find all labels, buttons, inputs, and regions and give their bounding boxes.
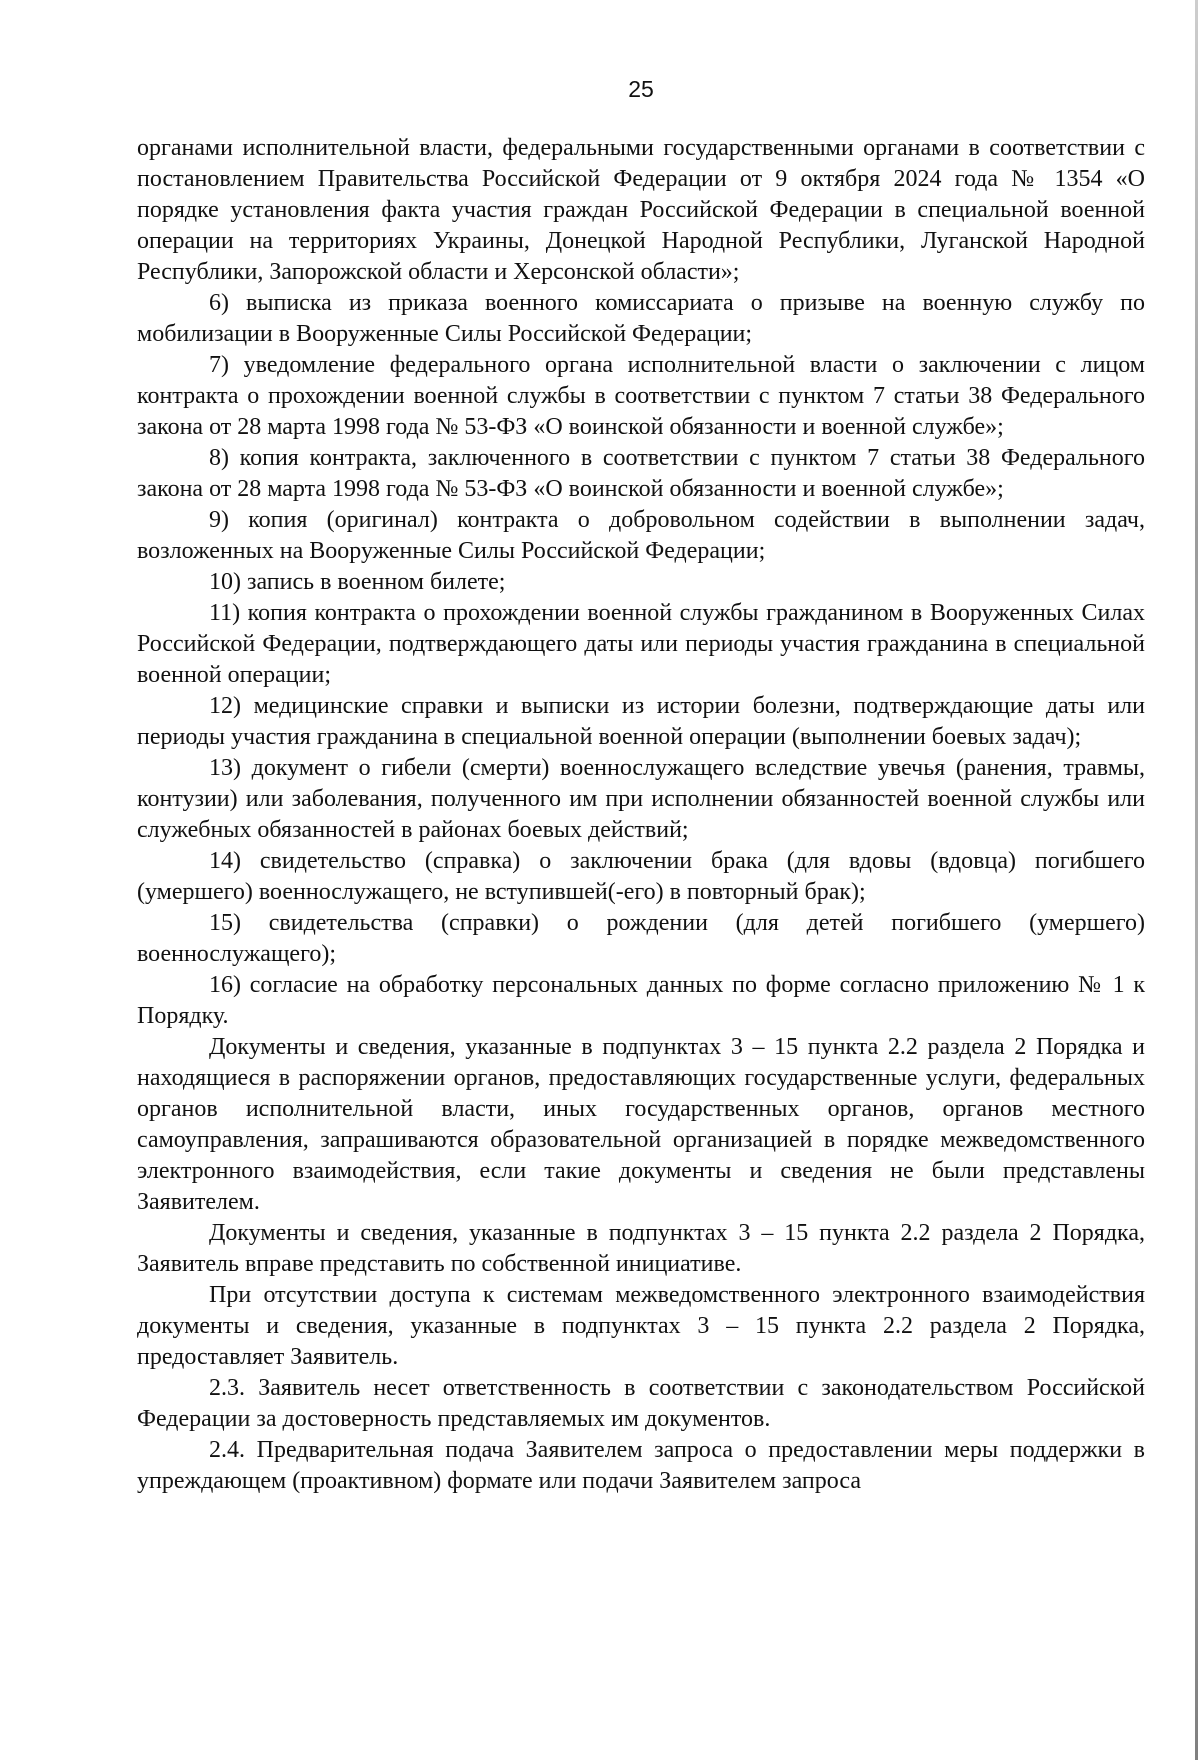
list-item-8: 8) копия контракта, заключенного в соответствии с пунктом 7 статьи 38 Федерального закона от 28 марта 1998 года № 53-ФЗ «О воинской обязанности и военной службе»; bbox=[137, 445, 1145, 502]
paragraph-interagency-requests: Документы и сведения, указанные в подпунктах 3 – 15 пункта 2.2 раздела 2 Порядка и находящиеся в распоряжении органов, предоставляющих государственные услуги, федеральных органов исполнительной власти, иных государственных органов, органов местного самоуправления, запрашиваются образовательной организацией в порядке межведомственного электронного взаимодействия, если такие документы и сведения не были представлены Заявителем. bbox=[137, 1034, 1145, 1215]
list-item-11: 11) копия контракта о прохождении военной службы гражданином в Вооруженных Силах Российской Федерации, подтверждающего даты или периоды участия гражданина в специальной военной операции; bbox=[137, 600, 1145, 688]
paragraph-no-access: При отсутствии доступа к системам межведомственного электронного взаимодействия документы и сведения, указанные в подпунктах 3 – 15 пункта 2.2 раздела 2 Порядка, предоставляет Заявитель. bbox=[137, 1282, 1145, 1370]
list-item-9: 9) копия (оригинал) контракта о добровольном содействии в выполнении задач, возложенных на Вооруженные Силы Российской Федерации; bbox=[137, 507, 1145, 564]
list-item-6: 6) выписка из приказа военного комиссариата о призыве на военную службу по мобилизации в Вооруженные Силы Российской Федерации; bbox=[137, 290, 1145, 347]
scan-edge-shadow bbox=[1195, 0, 1198, 1760]
list-item-15: 15) свидетельства (справки) о рождении (для детей погибшего (умершего) военнослужащего); bbox=[137, 910, 1145, 967]
section-2-3: 2.3. Заявитель несет ответственность в соответствии с законодательством Российской Федерации за достоверность представляемых им документов. bbox=[137, 1375, 1145, 1432]
list-item-12: 12) медицинские справки и выписки из истории болезни, подтверждающие даты или периоды участия гражданина в специальной военной операции (выполнении боевых задач); bbox=[137, 693, 1145, 750]
section-2-4: 2.4. Предварительная подача Заявителем запроса о предоставлении меры поддержки в упреждающем (проактивном) формате или подачи Заявителем запроса bbox=[137, 1437, 1145, 1494]
document-body bbox=[137, 133, 1145, 1497]
list-item-16: 16) согласие на обработку персональных данных по форме согласно приложению № 1 к Порядку. bbox=[137, 972, 1145, 1029]
list-item-13: 13) документ о гибели (смерти) военнослужащего вследствие увечья (ранения, травмы, контузии) или заболевания, полученного им при исполнении обязанностей военной службы или служебных обязанностей в районах боевых действий; bbox=[137, 755, 1145, 843]
paragraph-continuation: органами исполнительной власти, федеральными государственными органами в соответствии с постановлением Правительства Российской Федерации от 9 октября 2024 года № 1354 «О порядке установления факта участия граждан Российской Федерации в специальной военной операции на территориях Украины, Донецкой Народной Республики, Луганской Народной Республики, Запорожской области и Херсонской области»; bbox=[137, 135, 1145, 285]
list-item-7: 7) уведомление федерального органа исполнительной власти о заключении с лицом контракта о прохождении военной службы в соответствии с пунктом 7 статьи 38 Федерального закона от 28 марта 1998 года № 53-ФЗ «О воинской обязанности и военной службе»; bbox=[137, 352, 1145, 440]
paragraph-own-initiative: Документы и сведения, указанные в подпунктах 3 – 15 пункта 2.2 раздела 2 Порядка, Заявитель вправе представить по собственной инициативе. bbox=[137, 1220, 1145, 1277]
page-number: 25 bbox=[628, 76, 654, 102]
list-item-14: 14) свидетельство (справка) о заключении брака (для вдовы (вдовца) погибшего (умершего) военнослужащего, не вступившей(-его) в повторный брак); bbox=[137, 848, 1145, 905]
list-item-10: 10) запись в военном билете; bbox=[209, 569, 506, 595]
